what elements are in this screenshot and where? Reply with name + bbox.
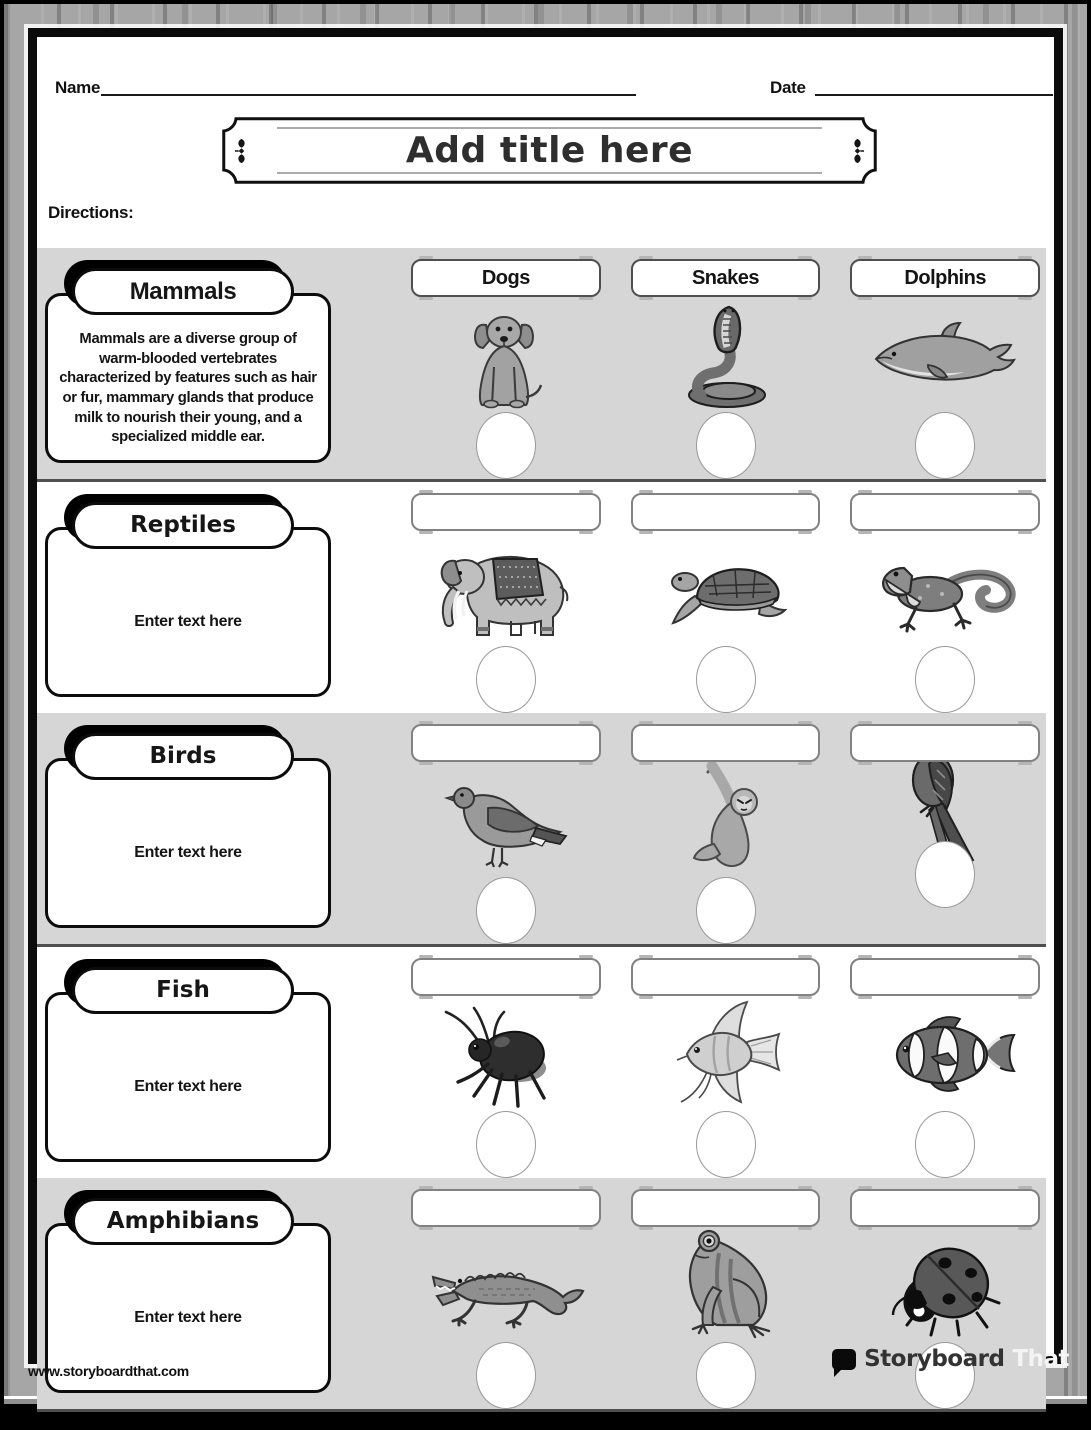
row-fish [37,947,1046,1178]
category-description[interactable]: Mammals are a diverse group of warm-blooded vertebrates characterized by features such as hair or fur, mammary glands that produce milk to nourish their young, and a specialized middle ear. [59,331,317,446]
category-description[interactable]: Enter text here [134,1078,242,1096]
date-label: Date [770,78,806,97]
cell-angelfish [631,947,821,1178]
directions-label: Directions: [48,203,134,222]
cell-frog [631,1178,821,1409]
sea-turtle-image[interactable] [655,533,797,643]
animal-label-box[interactable] [411,493,601,531]
cobra-image[interactable] [671,299,781,409]
pigeon-image[interactable] [436,764,576,874]
animal-label-box[interactable] [850,724,1040,762]
worksheet-page [28,28,1063,1364]
answer-circle[interactable] [476,1111,536,1178]
clownfish-image[interactable] [872,998,1018,1108]
animal-label-box[interactable] [411,724,601,762]
answer-circle[interactable] [915,412,975,479]
category-title-bubble[interactable] [72,268,294,315]
brand-name-primary: Storyboard [864,1346,1005,1372]
animal-label-box[interactable] [850,259,1040,297]
answer-circle[interactable] [476,877,536,944]
animal-label-box[interactable] [411,259,601,297]
category-description[interactable]: Enter text here [134,844,242,862]
name-write-line[interactable] [101,94,636,96]
dolphin-image[interactable] [872,299,1018,409]
date-write-line[interactable] [815,94,1053,96]
ladybug-image[interactable] [881,1229,1009,1339]
category-box-mammals[interactable] [45,277,331,463]
speech-bubble-icon [832,1349,856,1370]
category-title[interactable]: Mammals [72,268,294,315]
category-title-bubble[interactable] [72,502,294,549]
answer-circle[interactable] [476,412,536,479]
category-box-birds[interactable] [45,743,331,928]
answer-circle[interactable] [915,841,975,908]
website-url: www.storyboardthat.com [28,1363,189,1379]
category-title[interactable]: Birds [72,733,294,780]
animal-label-box[interactable] [850,958,1040,996]
cell-bug [411,947,601,1178]
frog-image[interactable] [667,1229,785,1339]
angelfish-image[interactable] [663,998,789,1108]
animal-label-box[interactable] [850,493,1040,531]
category-description[interactable]: Enter text here [134,613,242,631]
row-reptiles [37,482,1046,713]
animal-label-box[interactable] [631,259,821,297]
row-mammals [37,248,1046,482]
answer-circle[interactable] [696,877,756,944]
category-title-bubble[interactable] [72,967,294,1014]
animal-label-box[interactable] [631,1189,821,1227]
cell-parrot [850,713,1040,944]
cell-ladybug [850,1178,1040,1409]
animal-label-box[interactable] [631,724,821,762]
animal-label: Dolphins [904,267,986,289]
answer-circle[interactable] [696,1342,756,1409]
sloth-image[interactable] [674,764,778,874]
category-box-reptiles[interactable] [45,512,331,697]
crocodile-image[interactable] [427,1229,585,1339]
bug-image[interactable] [436,998,576,1108]
answer-circle[interactable] [915,1111,975,1178]
answer-circle[interactable] [476,646,536,713]
cell-elephant [411,482,601,713]
animal-label-box[interactable] [411,1189,601,1227]
category-title-bubble[interactable] [72,733,294,780]
animal-label-box[interactable] [631,958,821,996]
cell-dog [411,248,601,479]
cell-cobra [631,248,821,479]
animal-label: Snakes [691,267,760,289]
cell-dolphin [850,248,1040,479]
page-title[interactable]: Add title here [405,129,694,171]
category-box-fish[interactable] [45,977,331,1162]
category-title[interactable]: Amphibians [72,1198,294,1245]
answer-circle[interactable] [696,1111,756,1178]
answer-circle[interactable] [476,1342,536,1409]
animal-label-box[interactable] [411,958,601,996]
brand-name-secondary: That [1012,1346,1069,1372]
category-title[interactable]: Fish [72,967,294,1014]
cell-lizard [850,482,1040,713]
answer-circle[interactable] [696,646,756,713]
category-title-bubble[interactable] [72,1198,294,1245]
dog-image[interactable] [458,299,554,409]
lizard-image[interactable] [872,533,1018,643]
row-birds [37,713,1046,947]
answer-circle[interactable] [915,646,975,713]
cell-clownfish [850,947,1040,1178]
cell-sloth [631,713,821,944]
cell-crocodile [411,1178,601,1409]
cell-sea-turtle [631,482,821,713]
category-title[interactable]: Reptiles [72,502,294,549]
name-label: Name [55,78,101,97]
category-description[interactable]: Enter text here [134,1309,242,1327]
storyboard-logo [832,1348,1069,1371]
cell-pigeon [411,713,601,944]
title-banner[interactable] [222,117,877,184]
animal-label-box[interactable] [631,493,821,531]
elephant-image[interactable] [429,533,583,643]
animal-label: Dogs [481,267,530,289]
classification-grid [37,248,1046,1355]
answer-circle[interactable] [696,412,756,479]
animal-label-box[interactable] [850,1189,1040,1227]
